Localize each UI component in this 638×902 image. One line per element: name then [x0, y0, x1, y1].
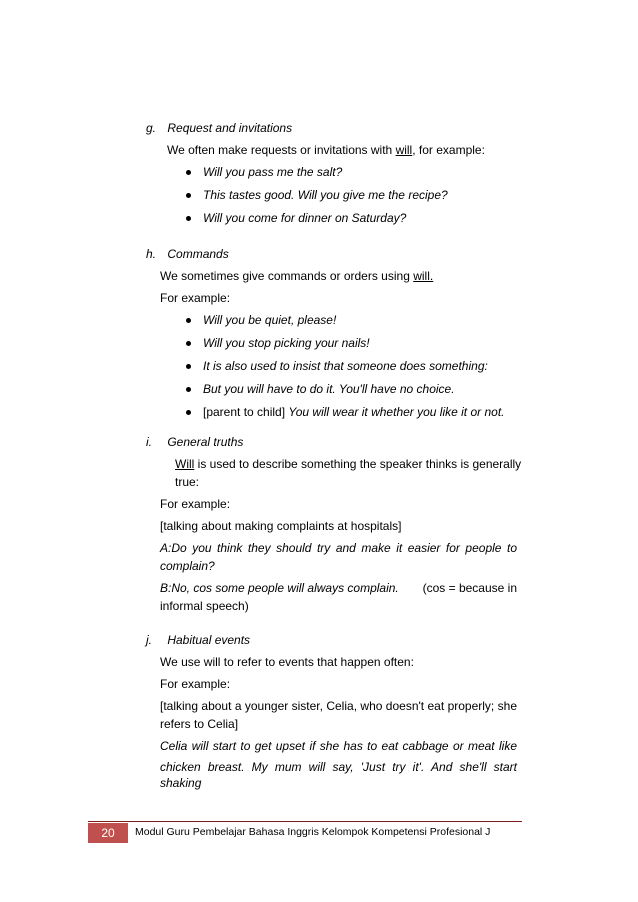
dialogue-b-text: B:No, cos some people will always complain.	[160, 581, 399, 595]
section-j-heading	[146, 632, 250, 648]
section-g-intro-text: We often make requests or invitations with	[167, 143, 396, 157]
bullet-dot	[186, 216, 191, 221]
bullet-dot	[186, 170, 191, 175]
bullet-dot	[186, 193, 191, 198]
section-j-letter: j.	[146, 633, 152, 647]
footer-rule	[88, 821, 522, 822]
section-i-dialogue-a-line2: complain?	[160, 559, 215, 573]
bullet-example: You will wear it whether you like it or not.	[288, 405, 505, 419]
section-g-intro-end: , for example:	[412, 143, 485, 157]
dialogue-b-note: (cos = because in	[422, 581, 517, 595]
section-h-intro	[160, 268, 433, 284]
section-h-bullet-5	[203, 404, 505, 420]
section-i-context: [talking about making complaints at hospitals]	[160, 519, 402, 533]
section-i-desc-line1	[175, 456, 521, 472]
section-j-title: Habitual events	[167, 633, 251, 647]
section-h-for-example: For example:	[160, 291, 231, 305]
section-h-keyword: will.	[413, 269, 434, 283]
section-h-bullet-4: But you will have to do it. You'll have no choice.	[203, 382, 455, 396]
section-i-dialogue-a-line1: A:Do you think they should try and make it easier for people to	[160, 541, 517, 555]
section-h-title: Commands	[167, 247, 229, 261]
section-i-dialogue-b-line2: informal speech)	[160, 599, 249, 613]
section-g-keyword: will	[395, 143, 413, 157]
section-i-title: General truths	[167, 435, 244, 449]
section-j-context-line2: refers to Celia]	[160, 717, 239, 731]
section-j-for-example: For example:	[160, 677, 231, 691]
section-g-heading	[146, 120, 292, 136]
section-h-intro-text: We sometimes give commands or orders using	[160, 269, 414, 283]
section-g-bullet-1: Will you pass me the salt?	[203, 165, 343, 179]
bullet-dot	[186, 364, 191, 369]
section-j-context-line1: [talking about a younger sister, Celia, who doesn't eat properly; she	[160, 699, 517, 713]
section-i-desc-text: is used to describe something the speaker thinks is generally	[194, 457, 522, 471]
section-g-bullet-3: Will you come for dinner on Saturday?	[203, 211, 407, 225]
section-h-bullet-2: Will you stop picking your nails!	[203, 336, 370, 350]
section-g-title: Request and invitations	[167, 121, 293, 135]
page-number: 20	[88, 823, 128, 843]
section-i-desc-line2: true:	[175, 475, 200, 489]
section-j-example-line2: chicken breast. My mum will say, 'Just try it'. And she'll start shaking	[160, 760, 517, 790]
section-h-heading	[146, 246, 229, 262]
section-h-bullet-3: It is also used to insist that someone does something:	[203, 359, 488, 373]
section-i-dialogue-b-line1	[160, 580, 517, 596]
section-g-letter: g.	[146, 121, 157, 135]
section-i-heading	[146, 434, 243, 450]
section-g-bullet-2: This tastes good. Will you give me the recipe?	[203, 188, 448, 202]
section-i-for-example: For example:	[160, 497, 231, 511]
section-i-keyword: Will	[175, 457, 195, 471]
section-h-letter: h.	[146, 247, 157, 261]
section-i-letter: i.	[146, 435, 152, 449]
section-j-example-line1: Celia will start to get upset if she has to eat cabbage or meat like	[160, 739, 517, 753]
section-j-intro: We use will to refer to events that happen often:	[160, 655, 414, 669]
bullet-dot	[186, 387, 191, 392]
bullet-dot	[186, 410, 191, 415]
section-g-intro	[167, 142, 485, 158]
footer-title: Modul Guru Pembelajar Bahasa Inggris Kelompok Kompetensi Profesional J	[135, 826, 491, 838]
bullet-dot	[186, 318, 191, 323]
bullet-dot	[186, 341, 191, 346]
bullet-context: [parent to child]	[203, 405, 289, 419]
section-h-bullet-1: Will you be quiet, please!	[203, 313, 337, 327]
